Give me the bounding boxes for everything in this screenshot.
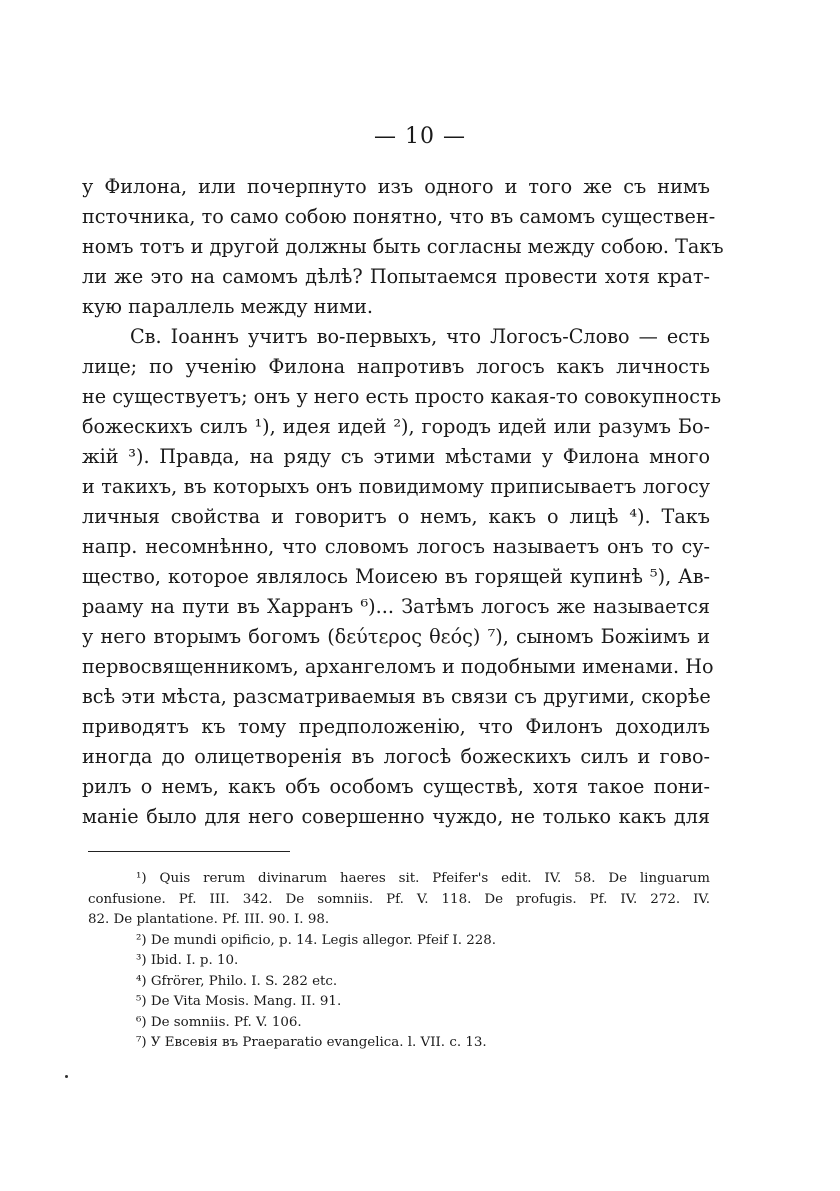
body-line: номъ тотъ и другой должны быть согласны между собою. Такъ — [82, 235, 724, 258]
body-line: божескихъ силъ ¹), идея идей ²), городъ идей или разумъ Бо- — [82, 415, 710, 438]
body-line: маніе было для него совершенно чуждо, не только какъ для — [82, 805, 710, 828]
body-line: ли же это на самомъ дѣлѣ? Попытаемся провести хотя крат- — [82, 265, 710, 288]
body-line: напр. несомнѣнно, что словомъ логосъ называетъ онъ то су- — [82, 535, 710, 558]
footnote-line: ⁷) У Евсевія въ Praeparatio evangelica. l. VII. c. 13. — [136, 1035, 487, 1050]
footnote-line: ⁶) De somniis. Pf. V. 106. — [136, 1014, 302, 1030]
body-line: первосвященникомъ, архангеломъ и подобными именами. Но — [82, 655, 714, 678]
body-line: псточника, то само собою понятно, что въ самомъ существен- — [82, 205, 716, 228]
body-line: щество, которое являлось Моисею въ горящей купинѣ ⁵), Ав- — [82, 565, 710, 588]
footnote-line: ⁵) De Vita Mosis. Mang. II. 91. — [136, 994, 342, 1009]
body-line: Св. Іоаннъ учитъ во-первыхъ, что Логосъ-Слово — есть — [130, 325, 710, 348]
body-line: и такихъ, въ которыхъ онъ повидимому приписываетъ логосу — [82, 475, 710, 498]
body-line: рилъ о немъ, какъ объ особомъ существѣ, хотя такое пони- — [82, 775, 710, 798]
body-line: рааму на пути въ Харранъ ⁶)... Затѣмъ логосъ же называется — [82, 595, 710, 618]
body-line: иногда до олицетворенія въ логосѣ божескихъ силъ и гово- — [82, 745, 710, 768]
footnote-line: ⁴) Gfrörer, Philo. I. S. 282 etc. — [136, 973, 338, 989]
footnote-line: ³) Ibid. I. p. 10. — [136, 953, 239, 968]
footnote-line: ²) De mundi opificio, p. 14. Legis allegor. Pfeif I. 228. — [136, 932, 497, 948]
body-line: лице; по ученію Филона напротивъ логосъ какъ личность — [82, 355, 710, 378]
footnote-line: 82. De plantatione. Pf. III. 90. I. 98. — [88, 912, 330, 927]
body-line: кую параллель между ними. — [82, 295, 374, 318]
body-line: у Филона, или почерпнуто изъ одного и того же съ нимъ — [82, 175, 710, 198]
body-line: жій ³). Правда, на ряду съ этими мѣстами у Филона много — [82, 445, 710, 468]
body-text — [82, 172, 724, 832]
footnote-line: ¹) Quis rerum divinarum haeres sit. Pfeifer's edit. IV. 58. De linguarum — [136, 871, 710, 886]
margin-dot — [65, 1075, 68, 1078]
page-number: — 10 — — [374, 124, 466, 149]
body-line: приводятъ къ тому предположенію, что Филонъ доходилъ — [82, 715, 710, 738]
body-line: не существуетъ; онъ у него есть просто какая-то совокупность — [82, 385, 722, 408]
footnote-divider — [88, 851, 290, 852]
body-line: всѣ эти мѣста, разсматриваемыя въ связи съ другими, скорѣе — [82, 685, 711, 708]
footnote-line: confusione. Pf. III. 342. De somniis. Pf. V. 118. De profugis. Pf. IV. 272. IV. — [88, 891, 710, 907]
body-line: личныя свойства и говоритъ о немъ, какъ о лицѣ ⁴). Такъ — [82, 505, 710, 528]
body-line: у него вторымъ богомъ (δεύτερος θεός) ⁷), сыномъ Божіимъ и — [82, 625, 710, 648]
footnotes — [88, 869, 710, 1054]
